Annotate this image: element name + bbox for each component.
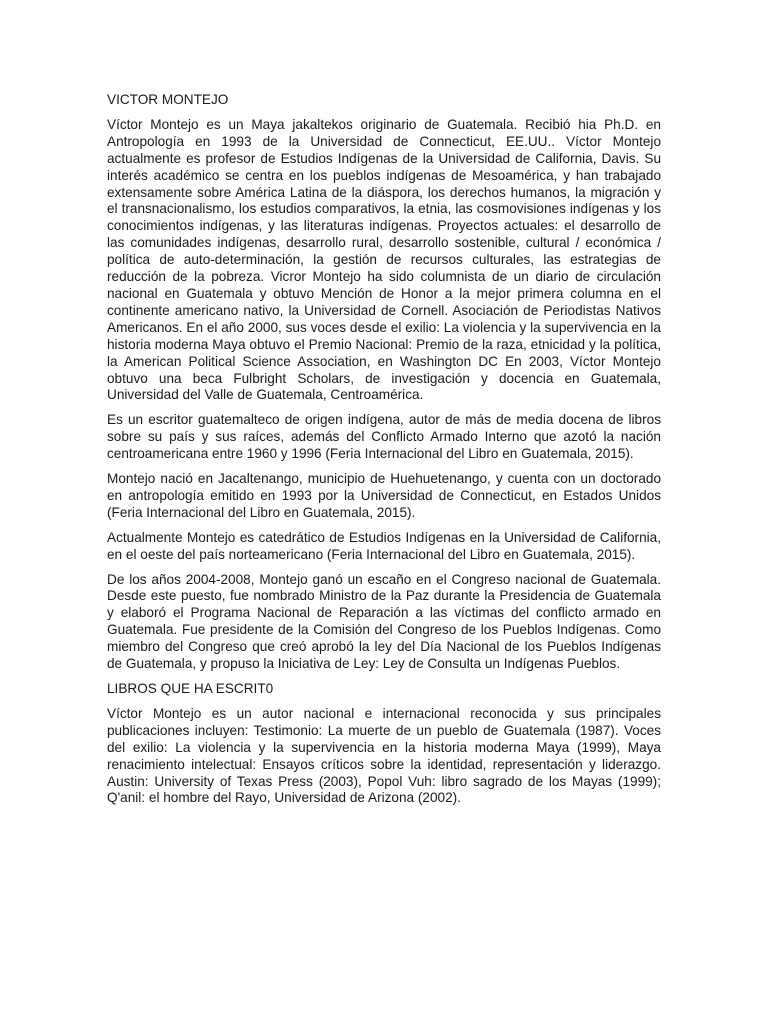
- paragraph-congress: De los años 2004-2008, Montejo ganó un escaño en el Congreso nacional de Guatemala. Desde este puesto, fue nombrado Ministro de la Paz durante la Presidencia de Guatemala y elaboró el Programa Nacional de Reparación a las víctimas del conflicto armado en Guatemala. Fue presidente de la Comisión del Congreso de los Pueblos Indígenas. Como miembro del Congreso que creó aprobó la ley del Día Nacional de los Pueblos Indígenas de Guatemala, y propuso la Iniciativa de Ley: Ley de Consulta un Indígenas Pueblos.: [107, 571, 661, 672]
- paragraph-birthplace: Montejo nació en Jacaltenango, municipio de Huehuetenango, y cuenta con un doctorado en antropología emitido en 1993 por la Universidad de Connecticut, en Estados Unidos (Feria Internacional del Libro en Guatemala, 2015).: [107, 471, 661, 520]
- paragraph-biography: Víctor Montejo es un Maya jakaltekos originario de Guatemala. Recibió hia Ph.D. en Antropología en 1993 de la Universidad de Connecticut, EE.UU.. Víctor Montejo actualmente es profesor de Estudios Indígenas de la Universidad de California, Davis. Su interés académico se centra en los pueblos indígenas de Mesoamérica, y han trabajado extensamente sobre América Latina de la diáspora, los derechos humanos, la migración y el transnacionalismo, los estudios comparativos, la etnia, las cosmovisiones indígenas y los conocimientos indígenas, y las literaturas indígenas. Proyectos actuales: el desarrollo de las comunidades indígenas, desarrollo rural, desarrollo sostenible, cultural / económica / política de auto-determinación, la gestión de recursos culturales, las estrategias de reducción de la pobreza. Vicror Montejo ha sido columnista de un diario de circulación nacional en Guatemala y obtuvo Mención de Honor a la mejor primera columna en el continente americano nativo, la Universidad de Cornell. Asociación de Periodistas Nativos Americanos. En el año 2000, sus voces desde el exilio: La violencia y la supervivencia en la historia moderna Maya obtuvo el Premio Nacional: Premio de la raza, etnicidad y la política, la American Political Science Association, en Washington DC En 2003, Víctor Montejo obtuvo una beca Fulbright Scholars, de investigación y docencia en Guatemala, Universidad del Valle de Guatemala, Centroamérica.: [107, 116, 661, 403]
- paragraph-writer: Es un escritor guatemalteco de origen indígena, autor de más de media docena de libros sobre su país y sus raíces, además del Conflicto Armado Interno que azotó la nación centroamericana entre 1960 y 1996 (Feria Internacional del Libro en Guatemala, 2015).: [107, 412, 661, 462]
- document-title: VICTOR MONTEJO: [107, 92, 229, 107]
- paragraph-books: Víctor Montejo es un autor nacional e internacional reconocida y sus principales publicaciones incluyen: Testimonio: La muerte de un pueblo de Guatemala (1987). Voces del exilio: La violencia y la supervivencia en la historia moderna Maya (1999), Maya renacimiento intelectual: Ensayos críticos sobre la identidad, representación y liderazgo. Austin: University of Texas Press (2003), Popol Vuh: libro sagrado de los Mayas (1999); Q'anil: el hombre del Rayo, Universidad de Arizona (2002).: [107, 705, 661, 806]
- section-heading-books: LIBROS QUE HA ESCRIT0: [107, 681, 274, 696]
- paragraph-current-position: Actualmente Montejo es catedrático de Estudios Indígenas en la Universidad de California, en el oeste del país norteamericano (Feria Internacional del Libro en Guatemala, 2015).: [107, 529, 661, 562]
